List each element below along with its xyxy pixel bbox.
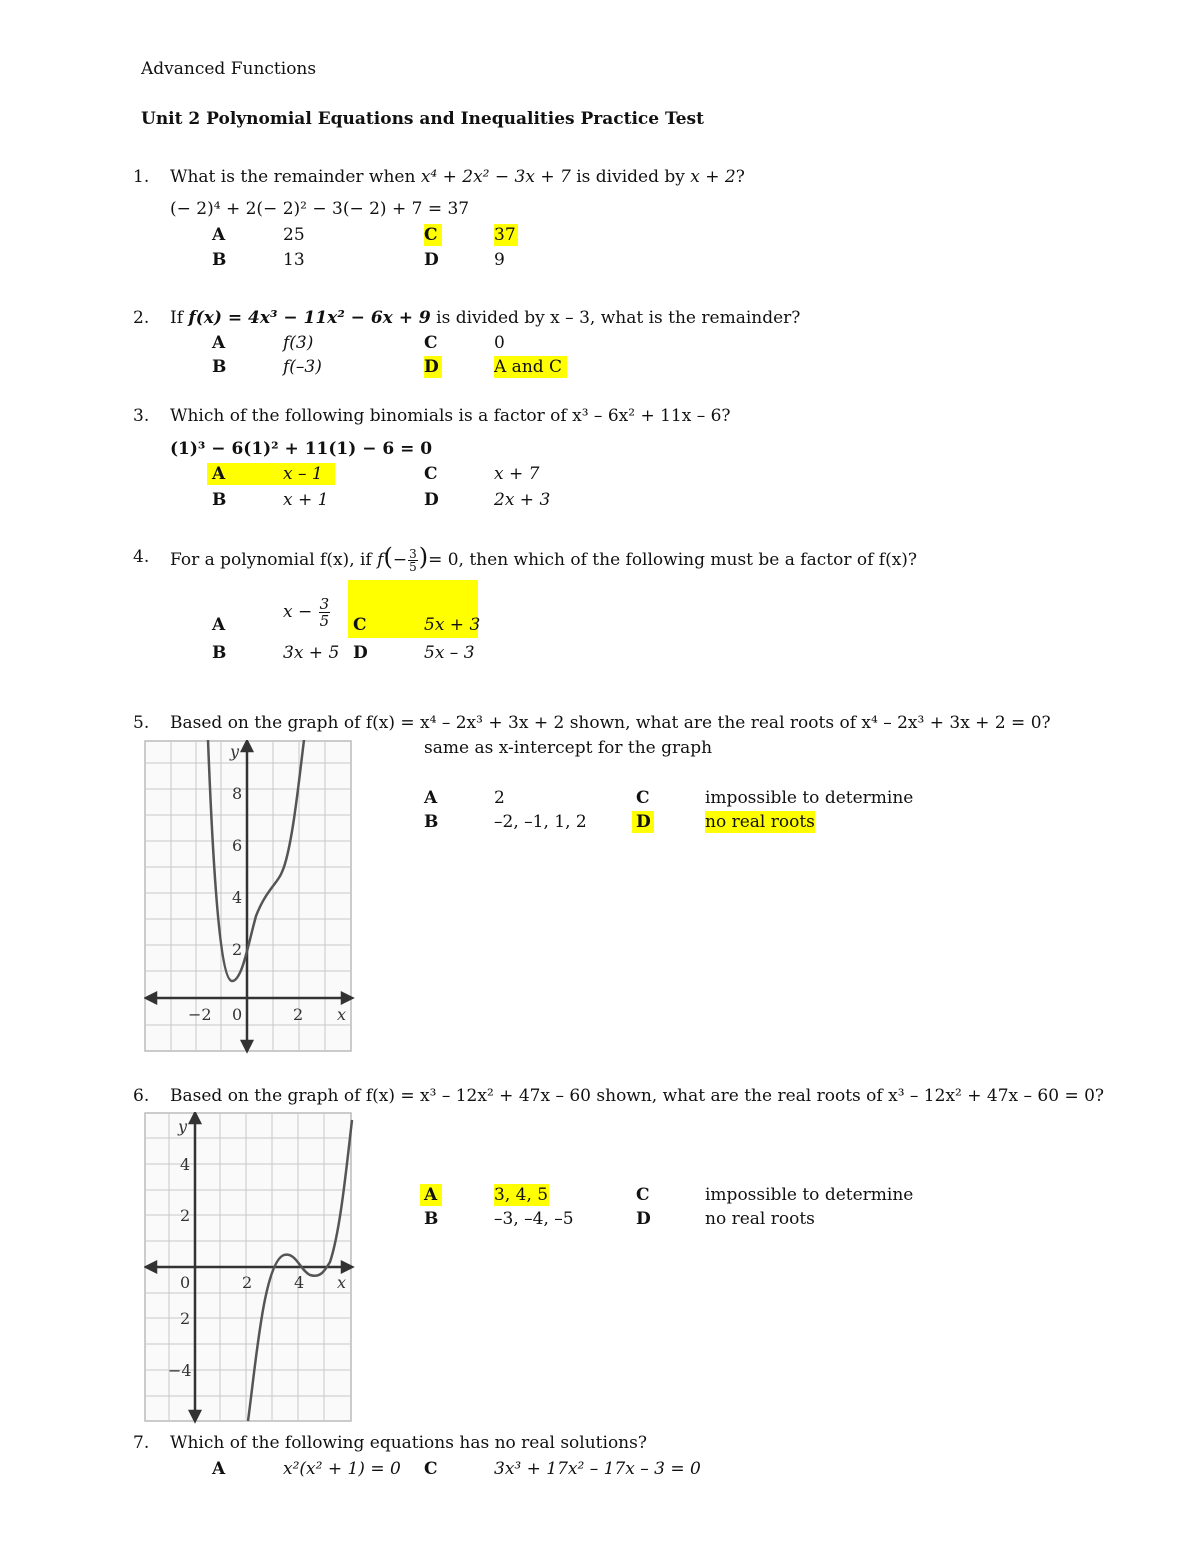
choice-letter: B [424, 1209, 439, 1229]
worked-solution: (1)³ − 6(1)² + 11(1) − 6 = 0 [170, 439, 433, 459]
choice-value: 2 [494, 788, 505, 808]
y-tick-label: 2 [180, 1206, 191, 1225]
choice-letter: D [636, 1209, 651, 1229]
choice-letter: C [353, 615, 367, 635]
choice-value: impossible to determine [705, 1185, 914, 1205]
question-number: 2. [133, 308, 150, 328]
page-title: Unit 2 Polynomial Equations and Inequalities Practice Test [141, 109, 704, 129]
choice-letter: A [212, 464, 226, 484]
choice-value: x + 1 [283, 490, 329, 510]
choice-value: f(3) [283, 333, 314, 353]
x-tick-label: 0 [232, 1005, 243, 1024]
y-axis-label: y [230, 742, 240, 761]
x-axis-label: x [337, 1273, 347, 1292]
y-tick-label: −4 [168, 1361, 192, 1380]
choice-value: x²(x² + 1) = 0 [283, 1459, 401, 1479]
choice-value: 5x – 3 [424, 643, 475, 663]
choice-letter: D [424, 250, 439, 270]
x-tick-label: 4 [294, 1273, 305, 1292]
choice-value: no real roots [705, 812, 815, 832]
choice-letter: B [212, 490, 227, 510]
choice-letter: C [424, 464, 438, 484]
choice-letter: A [212, 615, 226, 635]
answer-note: same as x-intercept for the graph [424, 738, 713, 758]
worked-solution: (− 2)⁴ + 2(− 2)² − 3(− 2) + 7 = 37 [170, 199, 470, 219]
question-number: 3. [133, 406, 150, 426]
choice-letter: C [636, 1185, 650, 1205]
choice-value: 2x + 3 [494, 490, 551, 510]
choice-value: 13 [283, 250, 305, 270]
x-tick-label: −2 [188, 1005, 212, 1024]
choice-value: 5x + 3 [424, 615, 481, 635]
choice-value: –3, –4, –5 [494, 1209, 574, 1229]
choice-value: 3, 4, 5 [494, 1185, 549, 1205]
fraction: $\frac{3}{5}$ [319, 595, 330, 630]
question-text: If f(x) = 4x³ − 11x² − 6x + 9 is divided by x – 3, what is the remainder? [170, 308, 801, 328]
y-tick-label: 4 [180, 1155, 191, 1174]
question-text: Which of the following equations has no real solutions? [170, 1433, 647, 1453]
question-text: For a polynomial f(x), if f(− $\frac{3}{5}$ )= 0, then which of the following must be a factor of f(x)? [170, 543, 918, 574]
choice-value: 37 [494, 225, 516, 245]
question-number: 7. [133, 1433, 150, 1453]
y-tick-label: 6 [232, 836, 243, 855]
choice-letter: C [424, 225, 438, 245]
choice-value: x – 1 [283, 464, 323, 484]
choice-value: impossible to determine [705, 788, 914, 808]
choice-letter: D [424, 357, 439, 377]
choice-value: x + 7 [494, 464, 540, 484]
question-number: 1. [133, 167, 150, 187]
choice-value: 25 [283, 225, 305, 245]
choice-value: 9 [494, 250, 505, 270]
y-tick-label: 2 [232, 940, 243, 959]
choice-letter: D [353, 643, 368, 663]
choice-value: f(–3) [283, 357, 322, 377]
choice-letter: C [636, 788, 650, 808]
question-number: 5. [133, 713, 150, 733]
y-tick-label: 4 [232, 888, 243, 907]
fraction: $\frac{3}{5}$ [409, 547, 417, 574]
choice-value: A and C [494, 357, 563, 377]
graph-q6 [144, 1112, 356, 1424]
x-axis-label: x [337, 1005, 347, 1024]
choice-letter: A [424, 788, 438, 808]
choice-letter: A [212, 225, 226, 245]
choice-value: –2, –1, 1, 2 [494, 812, 587, 832]
graph-q5 [144, 740, 356, 1054]
y-tick-label: 8 [232, 784, 243, 803]
choice-letter: D [424, 490, 439, 510]
choice-value: 3x + 5 [283, 643, 340, 663]
x-tick-label: 2 [293, 1005, 304, 1024]
course-name: Advanced Functions [141, 59, 317, 79]
choice-letter: B [424, 812, 439, 832]
choice-letter: B [212, 643, 227, 663]
question-text: What is the remainder when x⁴ + 2x² − 3x + 7 is divided by x + 2? [170, 167, 745, 187]
choice-value: no real roots [705, 1209, 815, 1229]
choice-value: x − $\frac{3}{5}$ [283, 595, 330, 630]
choice-letter: A [212, 1459, 226, 1479]
choice-value: 0 [494, 333, 505, 353]
choice-letter: A [424, 1185, 438, 1205]
y-tick-label: 2 [180, 1309, 191, 1328]
choice-letter: C [424, 333, 438, 353]
x-tick-label: 0 [180, 1273, 191, 1292]
choice-letter: C [424, 1459, 438, 1479]
question-number: 4. [133, 547, 150, 567]
choice-value: 3x³ + 17x² – 17x – 3 = 0 [494, 1459, 701, 1479]
choice-letter: D [636, 812, 651, 832]
question-number: 6. [133, 1086, 150, 1106]
question-text: Based on the graph of f(x) = x³ – 12x² + 47x – 60 shown, what are the real roots of x³ – 12x² + 47x – 60 = 0? [170, 1086, 1105, 1106]
question-text: Which of the following binomials is a factor of x³ – 6x² + 11x – 6? [170, 406, 731, 426]
x-tick-label: 2 [242, 1273, 253, 1292]
choice-letter: B [212, 250, 227, 270]
question-text: Based on the graph of f(x) = x⁴ – 2x³ + 3x + 2 shown, what are the real roots of x⁴ – 2x³ + 3x + 2 = 0? [170, 713, 1051, 733]
choice-letter: B [212, 357, 227, 377]
y-axis-label: y [178, 1117, 188, 1136]
choice-letter: A [212, 333, 226, 353]
